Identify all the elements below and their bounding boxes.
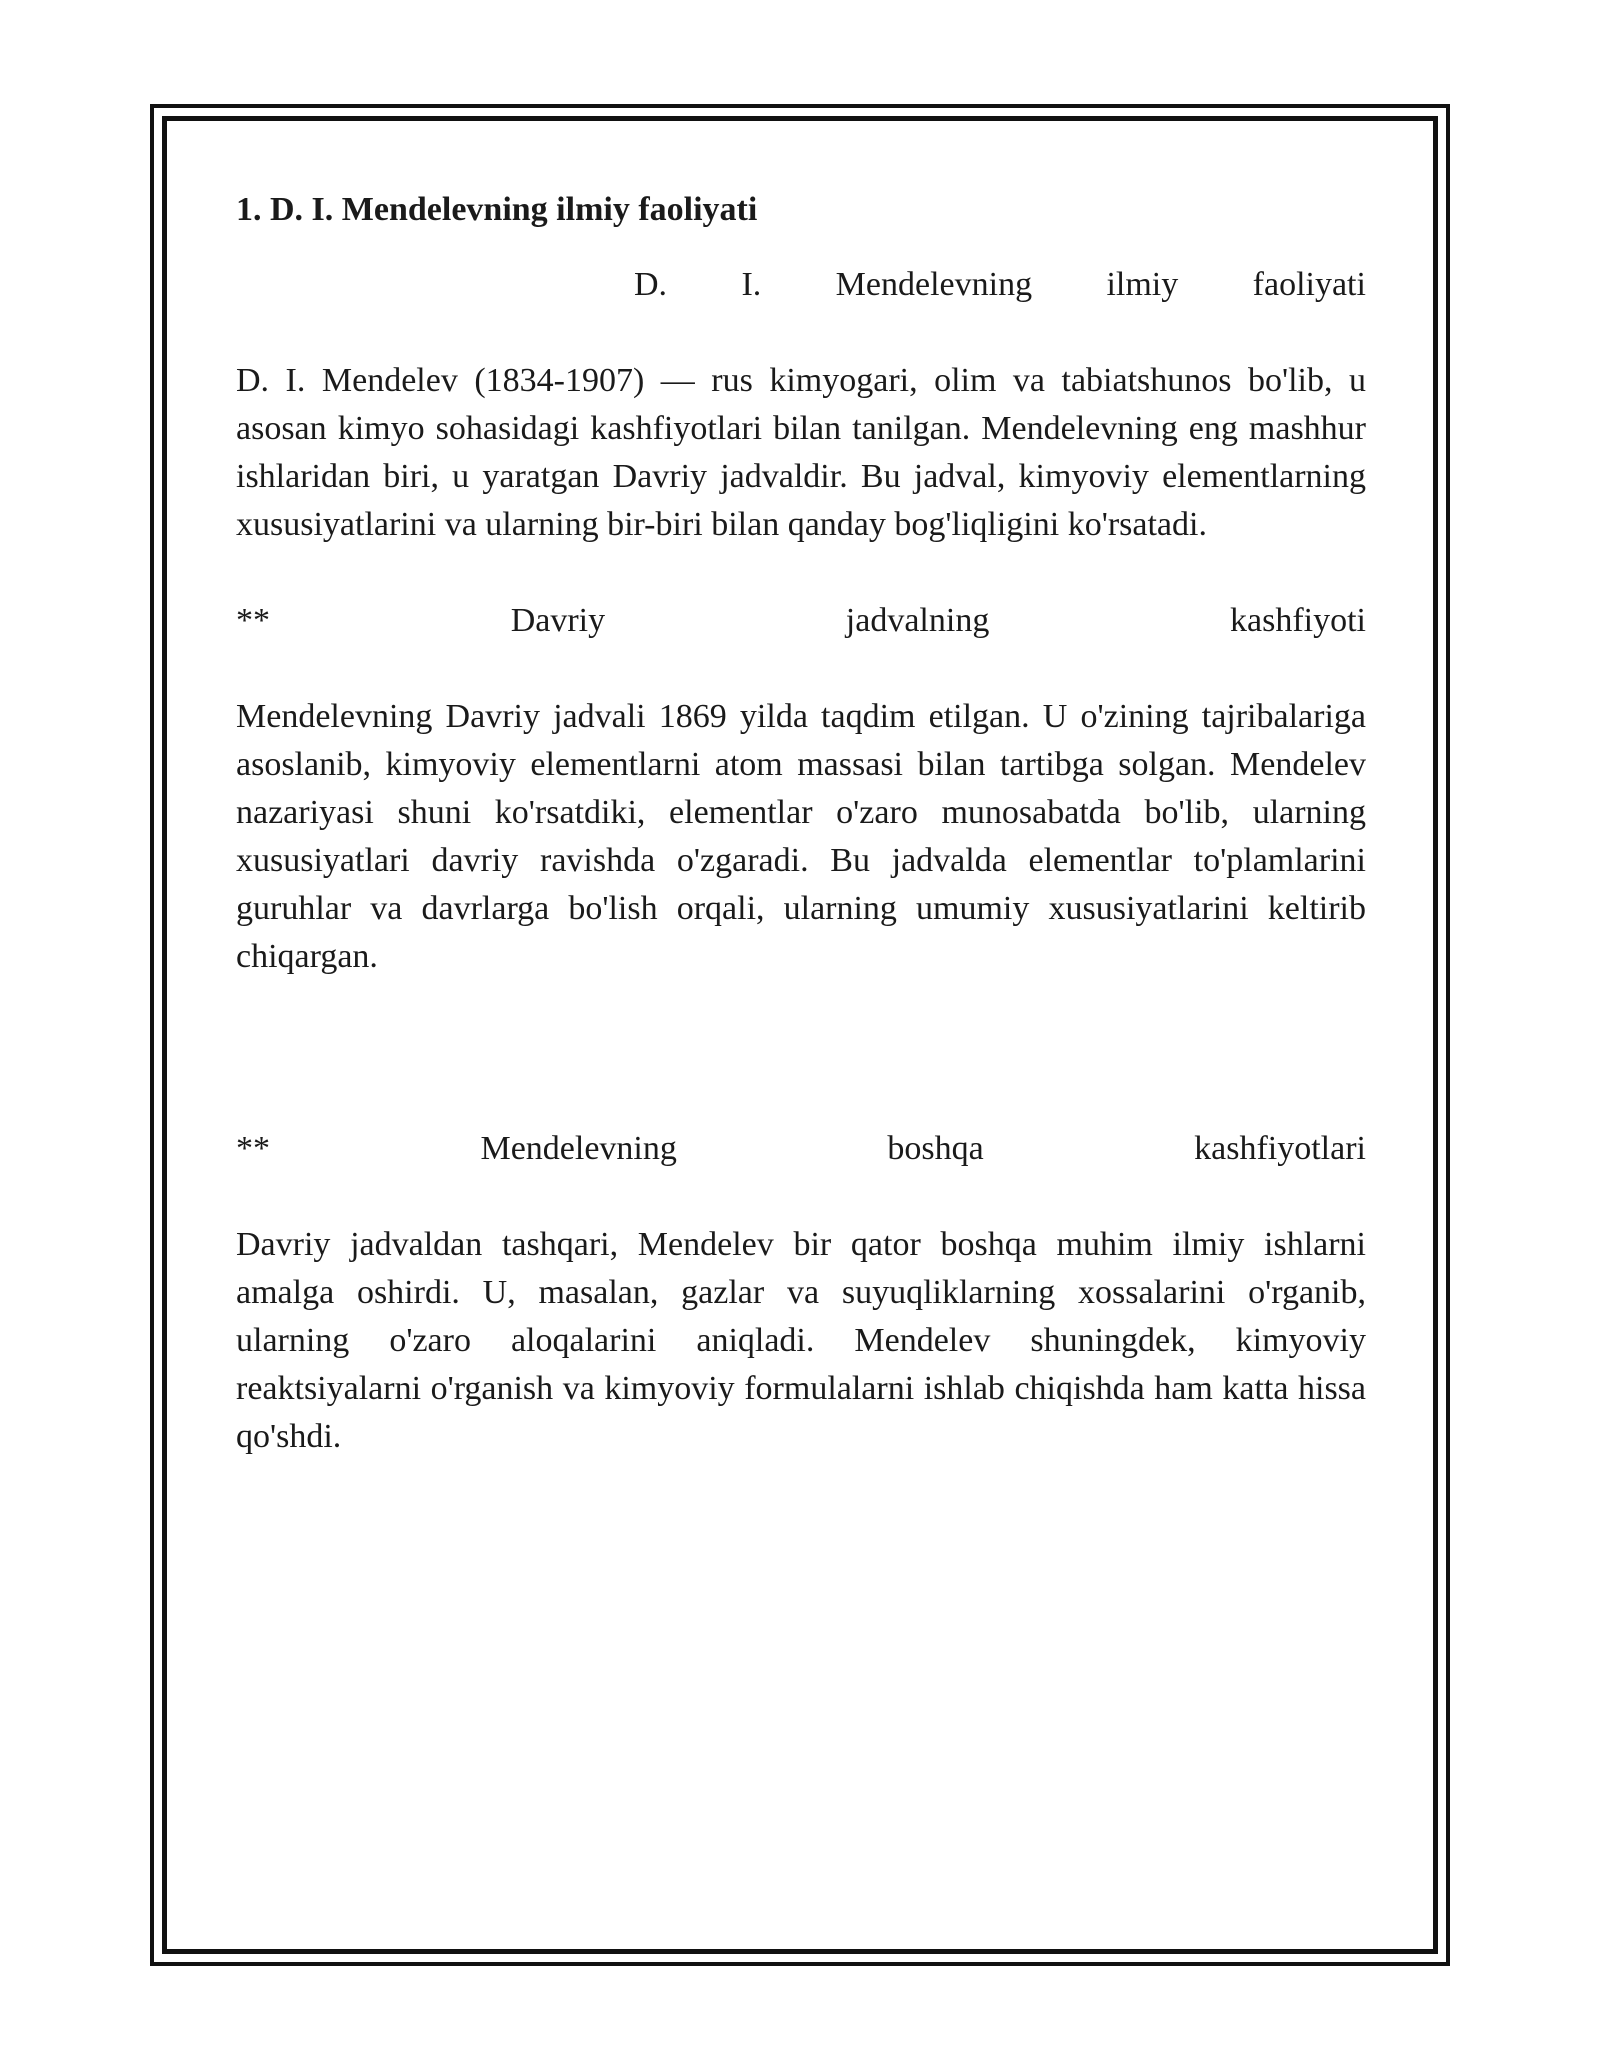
section-heading-word: boshqa — [887, 1130, 984, 1167]
subtitle-word: Mendelevning — [835, 266, 1033, 303]
section-heading-other-discoveries — [236, 1125, 1366, 1173]
section-heading-word: Mendelevning — [480, 1130, 677, 1167]
document-body — [236, 186, 1366, 1461]
section-heading-periodic-table — [236, 597, 1366, 645]
section-heading-word: ** — [236, 1130, 270, 1167]
section-heading-word: kashfiyoti — [1230, 602, 1366, 639]
section-heading-word: Davriy — [510, 602, 606, 639]
section-heading-word: ** — [236, 602, 270, 639]
subtitle-word: D. — [634, 266, 668, 303]
subtitle-word: I. — [741, 266, 762, 303]
subtitle-word: faoliyati — [1252, 266, 1366, 303]
paragraph-periodic-table: Mendelevning Davriy jadvali 1869 yilda taqdim etilgan. U o'zining tajribalariga asoslanib, kimyoviy elementlarni atom massasi bilan tartibga solgan. Mendelev nazariyasi shuni ko'rsatdiki, elementlar o'zaro munosabatda bo'lib, ularning xususiyatlari davriy ravishda o'zgaradi. Bu jadvalda elementlar to'plamlarini guruhlar va davrlarga bo'lish orqali, ularning umumiy xususiyatlarini keltirib chiqargan. — [236, 698, 1366, 975]
document-heading: 1. D. I. Mendelevning ilmiy faoliyati — [236, 191, 758, 228]
paragraph-intro: D. I. Mendelev (1834-1907) — rus kimyogari, olim va tabiatshunos bo'lib, u asosan kimyo sohasidagi kashfiyotlari bilan tanilgan. Mendelevning eng mashhur ishlaridan biri, u yaratgan Davriy jadvaldir. Bu jadval, kimyoviy elementlarning xususiyatlarini va ularning bir-biri bilan qanday bog'liqligini ko'rsatadi. — [236, 362, 1366, 543]
document-subtitle — [634, 261, 1366, 309]
subtitle-word: ilmiy — [1106, 266, 1179, 303]
paragraph-other-discoveries: Davriy jadvaldan tashqari, Mendelev bir qator boshqa muhim ilmiy ishlarni amalga oshirdi. U, masalan, gazlar va suyuqliklarning xossalarini o'rganib, ularning o'zaro aloqalarini aniqladi. Mendelev shuningdek, kimyoviy reaktsiyalarni o'rganish va kimyoviy formulalarni ishlab chiqishda ham katta hissa qo'shdi. — [236, 1226, 1366, 1455]
section-heading-word: kashfiyotlari — [1194, 1130, 1366, 1167]
section-heading-word: jadvalning — [845, 602, 990, 639]
